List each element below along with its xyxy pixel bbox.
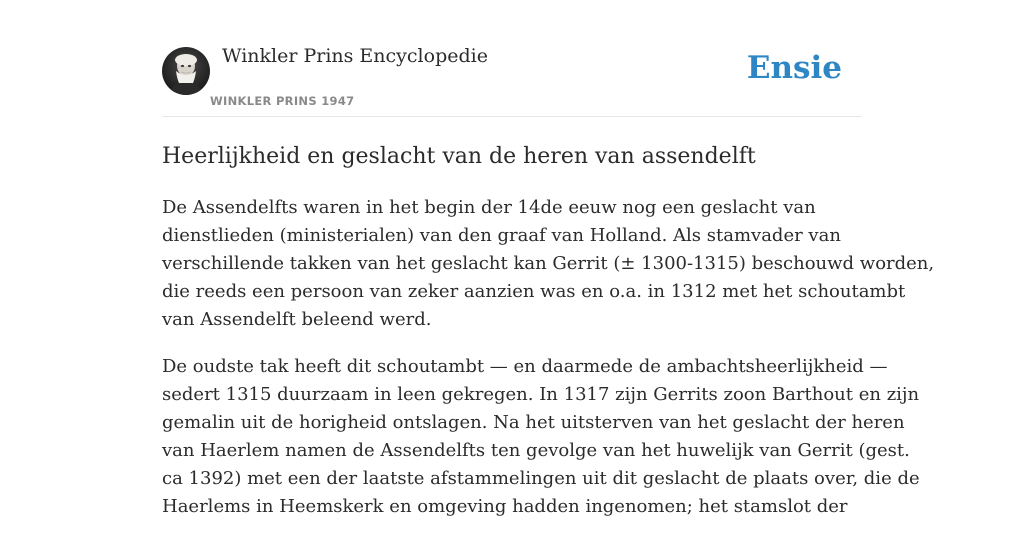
paragraph-line: die reeds een persoon van zeker aanzien was en o.a. in 1312 met het schoutambt bbox=[162, 281, 906, 302]
paragraph-line: De Assendelfts waren in het begin der 14de eeuw nog een geslacht van bbox=[162, 197, 816, 218]
article-header bbox=[162, 0, 862, 117]
article-page bbox=[162, 0, 935, 540]
paragraph-line: verschillende takken van het geslacht kan Gerrit (± 1300-1315) beschouwd worden, bbox=[162, 253, 935, 274]
article-body bbox=[162, 194, 935, 521]
paragraph-line: dienstlieden (ministerialen) van den graaf van Holland. Als stamvader van bbox=[162, 225, 841, 246]
paragraph-line: van Haerlem namen de Assendelfts ten gevolge van het huwelijk van Gerrit (gest. bbox=[162, 440, 910, 461]
ensie-logo[interactable]: Ensie bbox=[746, 50, 842, 86]
paragraph-line: sedert 1315 duurzaam in leen gekregen. In 1317 zijn Gerrits zoon Barthout en zijn bbox=[162, 384, 920, 405]
paragraph-line: De oudste tak heeft dit schoutambt — en daarmede de ambachtsheerlijkheid — bbox=[162, 356, 888, 377]
article-title: Heerlijkheid en geslacht van de heren van assendelft bbox=[162, 144, 756, 169]
author-avatar[interactable] bbox=[162, 47, 210, 95]
paragraph-line: ca 1392) met een der laatste afstammelingen uit dit geslacht de plaats over, die de bbox=[162, 468, 920, 489]
paragraph-line: van Assendelft beleend werd. bbox=[162, 309, 432, 330]
article-paragraph bbox=[162, 194, 935, 334]
paragraph-line: Haerlems in Heemskerk en omgeving hadden ingenomen; het stamslot der bbox=[162, 496, 848, 517]
paragraph-line: gemalin uit de horigheid ontslagen. Na het uitsterven van het geslacht der heren bbox=[162, 412, 905, 433]
source-name[interactable]: Winkler Prins Encyclopedie bbox=[222, 45, 488, 67]
source-edition: WINKLER PRINS 1947 bbox=[210, 94, 355, 108]
article-paragraph bbox=[162, 353, 920, 521]
